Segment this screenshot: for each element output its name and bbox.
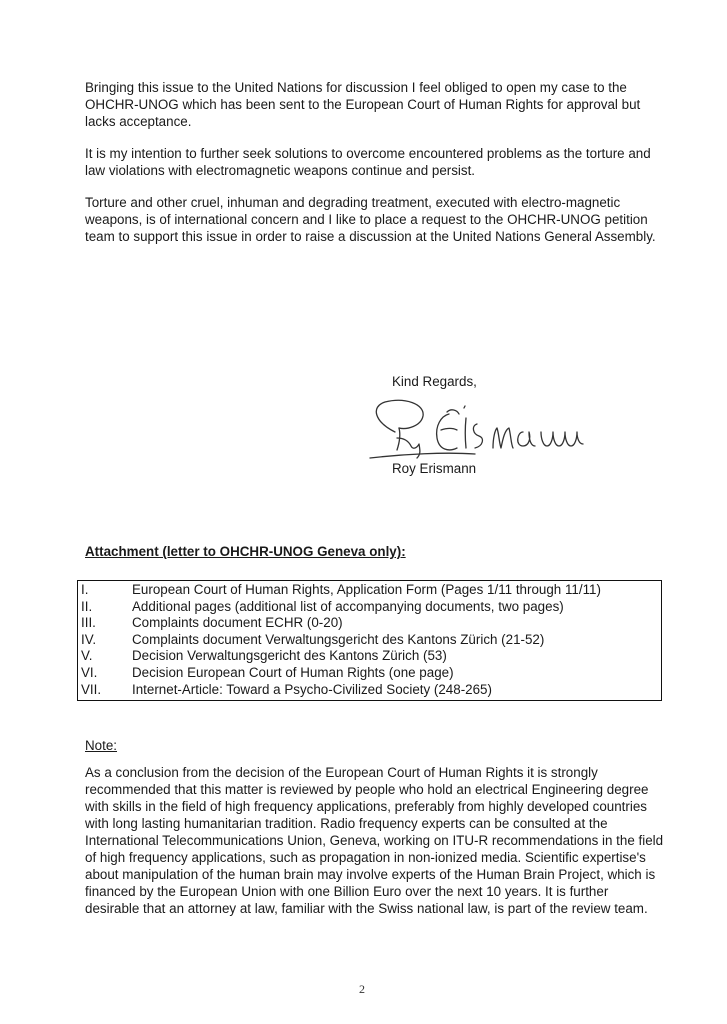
paragraph-request: Torture and other cruel, inhuman and degrading treatment, executed with electro-magnetic weapons, is of international concern and I like to place a request to the OHCHR-UNOG petition team to support this issue in order to raise a discussion at the United Nations General Assembly. [85,195,656,244]
attachment-item [78,648,661,665]
attachment-item [78,582,661,599]
attachment-item [78,665,661,682]
note-heading: Note: [85,738,118,753]
attachment-item [78,615,661,632]
page-number: 2 [359,982,365,996]
attachment-number: II. [81,598,93,614]
attachment-list [77,580,662,701]
signer-name: Roy Erismann [392,461,477,476]
attachment-text: Additional pages (additional list of accompanying documents, two pages) [132,598,564,614]
attachment-number: VII. [81,681,102,697]
attachment-item [78,632,661,649]
attachment-item [78,682,661,699]
attachment-text: European Court of Human Rights, Application Form (Pages 1/11 through 11/11) [132,582,601,597]
closing-salutation: Kind Regards, [392,374,477,389]
attachment-number: VI. [81,664,98,680]
note-paragraph: As a conclusion from the decision of the European Court of Human Rights it is strongly recommended that this matter is reviewed by people who hold an electrical Engineering degree with skills in the field of high frequency applications, preferably from highly developed countries with long lasting humanitarian tradition. Radio frequency experts can be consulted at the International Telecommunications Union, Geneva, working on ITU-R recommendations in the field of high frequency applications, such as propagation in non-ionized media. Scientific expertise's about manipulation of the human brain may involve experts of the Human Brain Project, which is financed by the European Union with one Billion Euro over the next 10 years. It is further desirable that an attorney at law, familiar with the Swiss national law, is part of the review team. [85,765,664,916]
signature-icon [365,392,655,464]
attachment-text: Internet-Article: Toward a Psycho-Civilized Society (248-265) [132,681,492,697]
attachment-item [78,599,661,616]
paragraph-intention: It is my intention to further seek solutions to overcome encountered problems as the torture and law violations with electromagnetic weapons continue and persist. [85,146,651,178]
attachment-text: Decision European Court of Human Rights (one page) [132,664,454,680]
attachment-text: Complaints document ECHR (0-20) [132,615,343,631]
attachment-number: III. [81,615,96,631]
attachment-text: Complaints document Verwaltungsgericht des Kantons Zürich (21-52) [132,631,545,647]
attachment-heading: Attachment (letter to OHCHR-UNOG Geneva only): [85,544,406,559]
attachment-text: Decision Verwaltungsgericht des Kantons Zürich (53) [132,648,447,664]
attachment-number: I. [81,582,89,597]
attachment-number: V. [81,648,93,664]
paragraph-intro: Bringing this issue to the United Nations for discussion I feel obliged to open my case to the OHCHR-UNOG which has been sent to the European Court of Human Rights for approval but lacks acceptance. [85,80,641,129]
attachment-number: IV. [81,631,97,647]
